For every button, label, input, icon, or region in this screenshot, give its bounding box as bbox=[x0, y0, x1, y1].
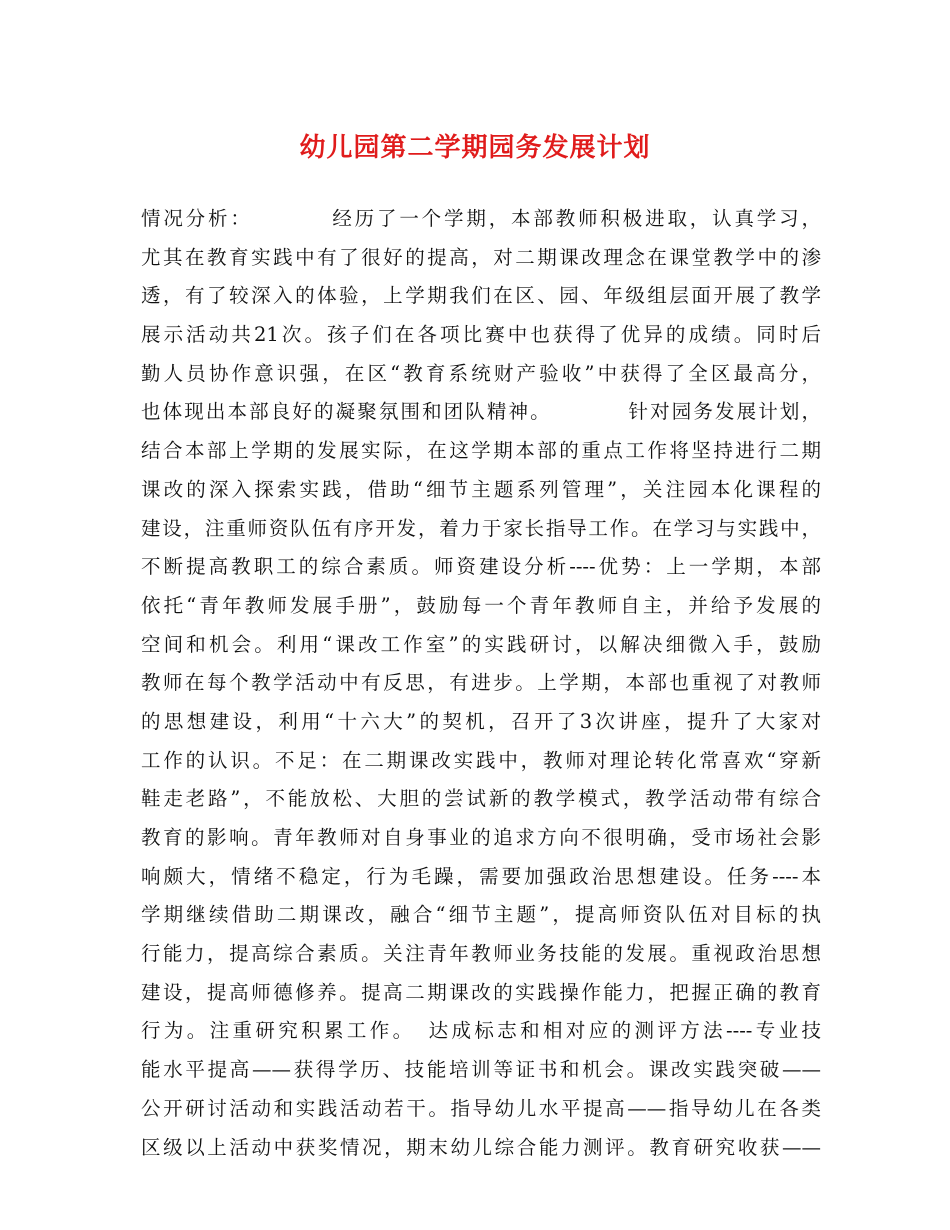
body-line: 也体现出本部良好的凝聚氛围和团队精神。 针对园务发展计划， bbox=[141, 400, 821, 424]
body-line: 勤人员协作意识强，在区“教育系统财产验收”中获得了全区最高分， bbox=[141, 361, 821, 385]
body-line: 课改的深入探索实践，借助“细节主题系列管理”，关注园本化课程的 bbox=[141, 477, 821, 501]
body-line: 教师在每个教学活动中有反思，有进步。上学期，本部也重视了对教师 bbox=[141, 671, 821, 695]
document-body bbox=[141, 200, 821, 1167]
body-line: 建设，提高师德修养。提高二期课改的实践操作能力，把握正确的教育 bbox=[141, 980, 821, 1004]
body-line: 鞋走老路”，不能放松、大胆的尝试新的教学模式，教学活动带有综合 bbox=[141, 787, 821, 811]
body-line: 公开研讨活动和实践活动若干。指导幼儿水平提高——指导幼儿在各类 bbox=[141, 1096, 821, 1120]
body-line: 的思想建设，利用“十六大”的契机，召开了3次讲座，提升了大家对 bbox=[141, 709, 821, 733]
body-line: 行为。注重研究积累工作。 达成标志和相对应的测评方法----专业技 bbox=[141, 1019, 821, 1043]
body-line: 工作的认识。不足：在二期课改实践中，教师对理论转化常喜欢“穿新 bbox=[141, 748, 821, 772]
body-line: 展示活动共21次。孩子们在各项比赛中也获得了优异的成绩。同时后 bbox=[141, 323, 821, 347]
body-line: 不断提高教职工的综合素质。师资建设分析----优势：上一学期，本部 bbox=[141, 555, 821, 579]
body-line: 情况分析： 经历了一个学期，本部教师积极进取，认真学习， bbox=[141, 207, 821, 230]
body-line: 能水平提高——获得学历、技能培训等证书和机会。课改实践突破—— bbox=[141, 1058, 821, 1082]
body-line: 建设，注重师资队伍有序开发，着力于家长指导工作。在学习与实践中， bbox=[141, 516, 821, 540]
document-title: 幼儿园第二学期园务发展计划 bbox=[299, 133, 651, 163]
body-line: 响颇大，情绪不稳定，行为毛躁，需要加强政治思想建设。任务----本 bbox=[141, 864, 821, 888]
body-line: 依托“青年教师发展手册”，鼓励每一个青年教师自主，并给予发展的 bbox=[141, 593, 821, 617]
body-line: 结合本部上学期的发展实际，在这学期本部的重点工作将坚持进行二期 bbox=[141, 439, 821, 463]
body-line: 行能力，提高综合素质。关注青年教师业务技能的发展。重视政治思想 bbox=[141, 942, 821, 966]
body-line: 区级以上活动中获奖情况，期末幼儿综合能力测评。教育研究收获—— bbox=[141, 1135, 821, 1159]
body-line: 尤其在教育实践中有了很好的提高，对二期课改理念在课堂教学中的渗 bbox=[141, 245, 821, 269]
body-line: 教育的影响。青年教师对自身事业的追求方向不很明确，受市场社会影 bbox=[141, 826, 821, 849]
body-line: 空间和机会。利用“课改工作室”的实践研讨，以解决细微入手，鼓励 bbox=[141, 632, 821, 656]
body-line: 透，有了较深入的体验，上学期我们在区、园、年级组层面开展了教学 bbox=[141, 284, 821, 308]
body-line: 学期继续借助二期课改，融合“细节主题”，提高师资队伍对目标的执 bbox=[141, 903, 821, 927]
